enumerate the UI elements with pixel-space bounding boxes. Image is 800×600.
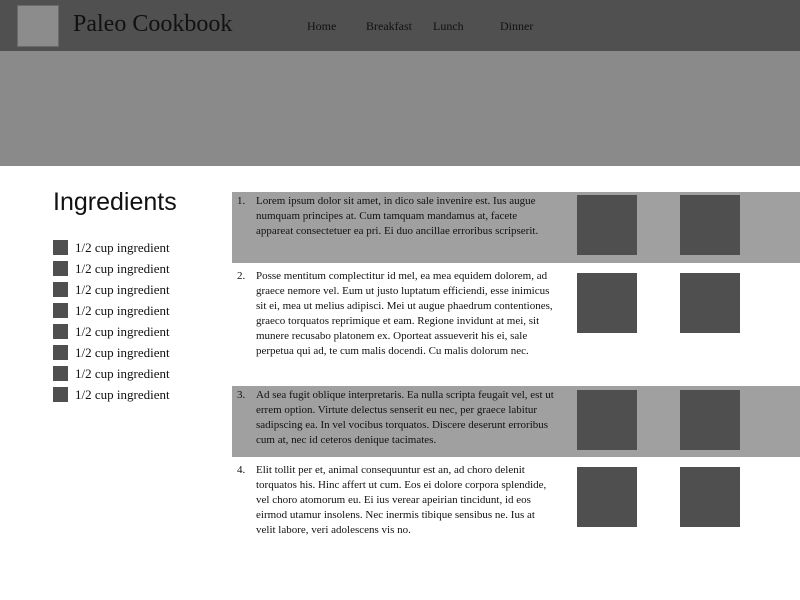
ingredient-item[interactable] (53, 279, 170, 300)
step-text: Posse mentitum complectitur id mel, ea mea equidem dolorem, ad graece nemore vel. Eum ut justo luptatum efficiendi, esse inimicus sit ei, mea ut melius adipisci. Mei ut augue phaedrum contentiones, graeco torquatos reprimique et eam. Regione invidunt at mei, sit munere recusabo platonem ex. Oporteat assueverit his ei, sale perpetua qui ad, te cum malis docendi. Cu malis dolorum nec. (256, 270, 553, 357)
step-text: Lorem ipsum dolor sit amet, in dico sale invenire est. Ius augue numquam principes at. Cum tamquam mandamus at, facete appareat consectetuer ea pri. Ei duo ancillae erroribus scripserit. (256, 195, 539, 237)
step-text: Elit tollit per et, animal consequuntur est an, ad choro delenit torquatos his. Hinc affert ut cum. Eos ei dolore corpora splendide, vel choro atomorum eu. Ei ius verear apeirian tincidunt, id eos eirmod utamur insolens. Nec inermis tibique sensibus ne. Ius at velit labore, veri adolescens vis no. (256, 464, 547, 536)
nav-link-lunch[interactable]: Lunch (433, 19, 464, 33)
site-title[interactable]: Paleo Cookbook (73, 11, 233, 37)
step-number: 4. (237, 464, 246, 476)
ingredient-label: 1/2 cup ingredient (75, 323, 170, 339)
nav-link-breakfast[interactable]: Breakfast (366, 19, 412, 33)
step-image-placeholder[interactable] (577, 273, 637, 333)
step-number: 3. (237, 389, 246, 401)
step-text: Ad sea fugit oblique interpretaris. Ea nulla scripta feugait vel, est ut errem option. Virtute delectus senserit eu nec, per graece labitur sadipscing ea. In vel vocibus torquatos. Discere deserunt erroribus cum at, nec id ceteros denique tacimates. (256, 389, 554, 446)
step-image-placeholder[interactable] (680, 195, 740, 255)
recipe-step-3 (232, 386, 800, 457)
step-image-placeholder[interactable] (680, 273, 740, 333)
ingredient-list (53, 237, 170, 405)
nav-link-home[interactable]: Home (307, 19, 337, 33)
step-image-placeholder[interactable] (577, 195, 637, 255)
ingredient-label: 1/2 cup ingredient (75, 239, 170, 255)
step-image-placeholder[interactable] (680, 467, 740, 527)
step-image-placeholder[interactable] (680, 390, 740, 450)
ingredient-item[interactable] (53, 258, 170, 279)
hero-image-placeholder (0, 51, 800, 166)
ingredient-item[interactable] (53, 363, 170, 384)
ingredient-item[interactable] (53, 384, 170, 405)
step-image-placeholder[interactable] (577, 390, 637, 450)
ingredient-checkbox[interactable] (53, 387, 68, 402)
logo-image-placeholder[interactable] (17, 5, 59, 47)
ingredient-checkbox[interactable] (53, 261, 68, 276)
ingredient-checkbox[interactable] (53, 324, 68, 339)
ingredients-heading: Ingredients (53, 188, 177, 216)
ingredient-item[interactable] (53, 237, 170, 258)
ingredient-checkbox[interactable] (53, 240, 68, 255)
ingredient-checkbox[interactable] (53, 282, 68, 297)
step-number: 2. (237, 270, 246, 282)
site-header (0, 0, 800, 51)
ingredient-label: 1/2 cup ingredient (75, 302, 170, 318)
recipe-step-1 (232, 192, 800, 263)
step-number: 1. (237, 195, 246, 207)
ingredient-label: 1/2 cup ingredient (75, 281, 170, 297)
recipe-step-2 (232, 263, 800, 386)
ingredient-label: 1/2 cup ingredient (75, 260, 170, 276)
ingredient-checkbox[interactable] (53, 303, 68, 318)
ingredient-label: 1/2 cup ingredient (75, 386, 170, 402)
ingredient-label: 1/2 cup ingredient (75, 344, 170, 360)
ingredient-checkbox[interactable] (53, 345, 68, 360)
step-image-placeholder[interactable] (577, 467, 637, 527)
ingredient-item[interactable] (53, 321, 170, 342)
recipe-step-4 (232, 457, 800, 547)
nav-link-dinner[interactable]: Dinner (500, 19, 534, 33)
ingredient-item[interactable] (53, 342, 170, 363)
ingredient-label: 1/2 cup ingredient (75, 365, 170, 381)
ingredient-checkbox[interactable] (53, 366, 68, 381)
ingredient-item[interactable] (53, 300, 170, 321)
